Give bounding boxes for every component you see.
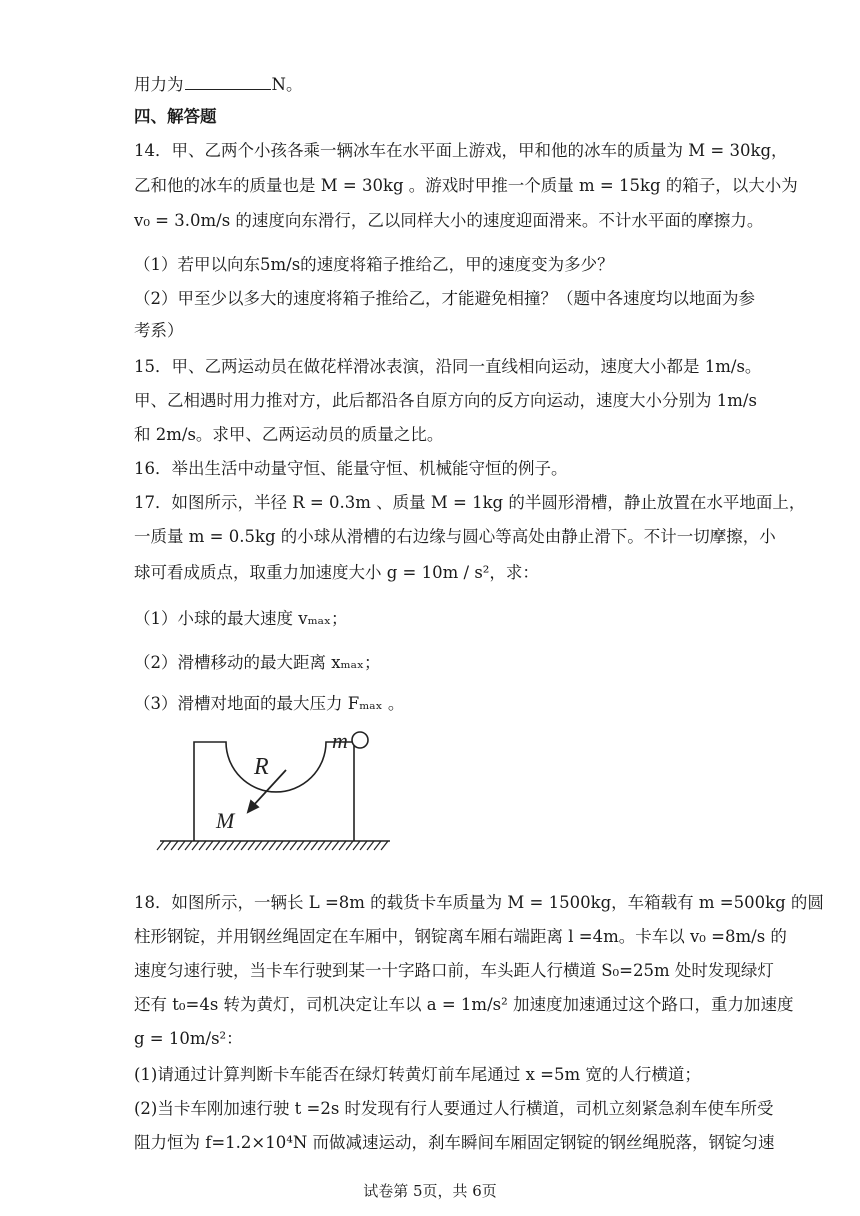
q14-part-1: （1）若甲以向东5m/s的速度将箱子推给乙，甲的速度变为多少？: [134, 255, 614, 274]
label-R: R: [254, 754, 269, 780]
half-pipe-figure: [154, 730, 394, 860]
q16-line-1: 16．举出生活中动量守恒、能量守恒、机械能守恒的例子。: [134, 459, 568, 478]
q17-part-2: （2）滑槽移动的最大距离 xₘₐₓ；: [134, 653, 381, 672]
q18-part-2: (2)当卡车刚加速行驶 t =2s 时发现有行人要通过人行横道，司机立刻紧急刹车使车所受: [134, 1099, 774, 1118]
ball: [352, 732, 368, 748]
q18-line-3: 速度匀速行驶，当卡车行驶到某一十字路口前，车头距人行横道 S₀=25m 处时发现绿灯: [134, 961, 774, 980]
q15-line-3: 和 2m/s。求甲、乙两运动员的质量之比。: [134, 425, 444, 444]
label-m: m: [332, 730, 348, 753]
q17-line-1: 17．如图所示，半径 R = 0.3m 、质量 M = 1kg 的半圆形滑槽，静止放置在水平地面上，: [134, 493, 806, 512]
answer-line: [134, 74, 302, 96]
q17-line-3: 球可看成质点，取重力加速度大小 g = 10m / s²，求：: [134, 563, 539, 582]
q15-line-1: 15．甲、乙两运动员在做花样滑冰表演，沿同一直线相向运动，速度大小都是 1m/s。: [134, 357, 762, 376]
q18-line-1: 18．如图所示，一辆长 L =8m 的载货卡车质量为 M = 1500kg，车箱载有 m =500kg 的圆: [134, 893, 824, 912]
q18-line-2: 柱形钢锭，并用钢丝绳固定在车厢中，钢锭离车厢右端距离 l =4m。卡车以 v₀ =8m/s 的: [134, 927, 787, 946]
q14-line-2: 乙和他的冰车的质量也是 M = 30kg 。游戏时甲推一个质量 m = 15kg 的箱子，以大小为: [134, 176, 798, 195]
q14-line-1: 14．甲、乙两个小孩各乘一辆冰车在水平面上游戏，甲和他的冰车的质量为 M = 30kg，: [134, 141, 788, 160]
q18-part-2-cont: 阻力恒为 f=1.2×10⁴N 而做减速运动，刹车瞬间车厢固定钢锭的钢丝绳脱落，钢锭匀速: [134, 1133, 775, 1152]
section-heading: 四、解答题: [134, 107, 217, 126]
answer-line-suffix: N。: [271, 75, 303, 94]
q18-part-1: (1)请通过计算判断卡车能否在绿灯转黄灯前车尾通过 x =5m 宽的人行横道；: [134, 1065, 701, 1084]
answer-line-prefix: 用力为: [134, 75, 184, 94]
q17-part-1: （1）小球的最大速度 vₘₐₓ；: [134, 609, 348, 628]
q17-part-3: （3）滑槽对地面的最大压力 Fₘₐₓ 。: [134, 694, 405, 713]
q14-part-2-cont: 考系）: [134, 321, 184, 340]
q14-part-2: （2）甲至少以多大的速度将箱子推给乙，才能避免相撞？（题中各速度均以地面为参: [134, 289, 755, 308]
page-footer: 试卷第 5页，共 6页: [363, 1182, 497, 1200]
q17-line-2: 一质量 m = 0.5kg 的小球从滑槽的右边缘与圆心等高处由静止滑下。不计一切摩擦，小: [134, 527, 776, 546]
q14-line-3: v₀ = 3.0m/s 的速度向东滑行，乙以同样大小的速度迎面滑来。不计水平面的摩擦力。: [134, 211, 764, 230]
label-M: M: [216, 808, 235, 833]
answer-blank: [185, 75, 271, 90]
q18-line-5: g = 10m/s²：: [134, 1029, 243, 1048]
ground-hatch: [157, 841, 388, 850]
q18-line-4: 还有 t₀=4s 转为黄灯，司机决定让车以 a = 1m/s² 加速度加速通过这个路口，重力加速度: [134, 995, 794, 1014]
q15-line-2: 甲、乙相遇时用力推对方，此后都沿各自原方向的反方向运动，速度大小分别为 1m/s: [134, 391, 757, 410]
